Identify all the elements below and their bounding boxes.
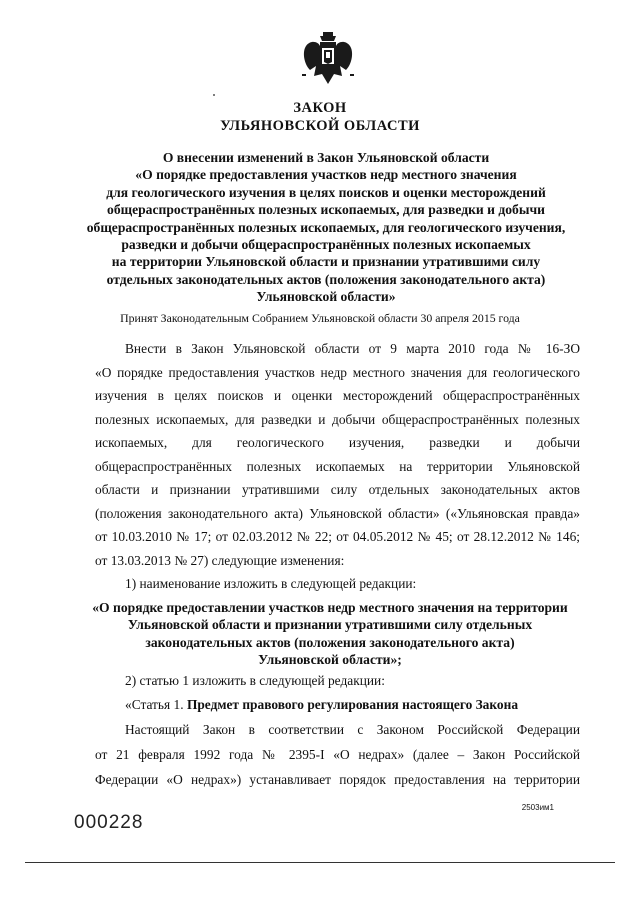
new-title-line: Ульяновской области»; — [258, 652, 402, 668]
paragraph-line: Федерации «О недрах») устанавливает порядок предоставления на территории — [95, 772, 580, 787]
paragraph-line: изучения в целях поисков и оценки месторождений общераспространённых — [95, 388, 580, 403]
new-title-line: Ульяновской области и признании утратившими силу отдельных — [127, 617, 533, 633]
subject-line: общераспространённых полезных ископаемых, для разведки и добычи — [107, 202, 545, 218]
paragraph-line: Настоящий Закон в соответствии с Законом Российской Федерации — [125, 722, 580, 737]
paragraph-line: ископаемых, для геологического изучения, разведки и добычи — [95, 435, 580, 450]
item-1: 1) наименование изложить в следующей редакции: — [125, 576, 417, 591]
coat-of-arms-icon — [296, 30, 360, 88]
paragraph-line: (положения законодательного акта) Ульяновской области» («Ульяновская правда» — [95, 505, 580, 521]
paragraph-line: полезных ископаемых, для разведки и добычи общераспространённых полезных — [95, 411, 580, 427]
paragraph-line: от 10.03.2010 № 17; от 02.03.2012 № 22; от 04.05.2012 № 45; от 28.12.2012 № 146; — [95, 529, 580, 544]
new-title-block — [80, 599, 580, 669]
paragraph-line: «О порядке предоставления участков недр местного значения для геологического — [95, 364, 580, 380]
subject-line: для геологического изучения в целях поисков и оценки месторождений — [106, 184, 546, 200]
article-prefix: «Статья 1. — [125, 696, 184, 712]
paragraph-line: общераспространённых полезных ископаемых на территории Ульяновской — [95, 458, 580, 474]
adoption-note: Принят Законодательным Собранием Ульяновской области 30 апреля 2015 года — [120, 311, 520, 325]
form-code: 2503им1 — [521, 803, 554, 812]
paragraph-line: от 21 февраля 1992 года № 2395-I «О недрах» (далее – Закон Российской — [95, 747, 580, 762]
subject-line: отдельных законодательных актов (положения законодательного акта) — [106, 271, 546, 287]
subject-line: «О порядке предоставления участков недр местного значения — [135, 167, 517, 183]
article-heading — [95, 693, 580, 717]
paragraph-amendments — [95, 337, 580, 596]
subject-line: Ульяновской области» — [256, 289, 396, 305]
paragraph-article-1 — [95, 717, 580, 792]
law-subject — [70, 149, 582, 306]
law-title-line1: ЗАКОН — [293, 100, 347, 116]
new-title-line: «О порядке предоставлении участков недр местного значения на территории — [92, 600, 568, 615]
page-number: 000228 — [74, 812, 144, 833]
law-title-line2: УЛЬЯНОВСКОЙ ОБЛАСТИ — [220, 118, 420, 134]
paragraph-line: области и признании утратившими силу отдельных законодательных актов — [95, 482, 580, 497]
new-title-line: законодательных актов (положения законодательного акта) — [145, 634, 515, 650]
subject-line: разведки и добычи общераспространённых полезных ископаемых — [121, 237, 531, 253]
item-2: 2) статью 1 изложить в следующей редакции: — [125, 673, 385, 688]
scan-speck — [213, 94, 215, 96]
paragraph-line: от 13.03.2013 № 27) следующие изменения: — [95, 552, 345, 568]
subject-line: О внесении изменений в Закон Ульяновской области — [162, 150, 490, 165]
article-title: Предмет правового регулирования настоящего Закона — [186, 696, 519, 712]
paragraph-line: Внести в Закон Ульяновской области от 9 марта 2010 года № 16-ЗО — [125, 341, 580, 356]
subject-line: общераспространённых полезных ископаемых, для геологического изучения, — [86, 219, 566, 235]
bottom-rule — [25, 862, 615, 863]
item-2-block — [95, 669, 580, 716]
subject-line: на территории Ульяновской области и признании утратившими силу — [111, 254, 541, 270]
